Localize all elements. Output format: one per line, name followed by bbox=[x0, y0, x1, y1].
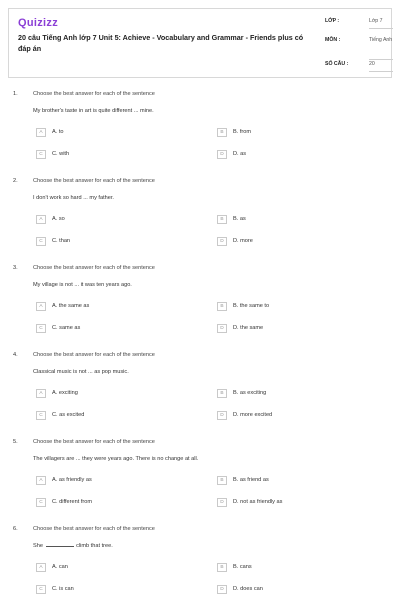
question-count-underline bbox=[369, 71, 393, 72]
option-letter-box: B bbox=[217, 215, 227, 224]
question-prompt: Choose the best answer for each of the sentence bbox=[33, 265, 155, 271]
option-text: B. cans bbox=[233, 564, 252, 570]
option-letter-box: D bbox=[217, 498, 227, 507]
option-text: C. is can bbox=[52, 586, 74, 592]
option-text: B. from bbox=[233, 129, 252, 135]
option-text: D. more bbox=[233, 238, 253, 244]
option-text: B. as exciting bbox=[233, 390, 267, 396]
option-letter-box: D bbox=[217, 411, 227, 420]
option-text: D. the same bbox=[233, 325, 264, 331]
option-text: B. the same to bbox=[233, 303, 270, 309]
option-letter-box: C bbox=[36, 498, 46, 507]
option-letter-box: C bbox=[36, 324, 46, 333]
question-text-after: climb that tree. bbox=[76, 543, 113, 549]
option-letter-box: B bbox=[217, 563, 227, 572]
grade-label: LỚP : bbox=[325, 18, 340, 24]
question-text: The villagers are ... they were years ago. There is no change at all. bbox=[33, 456, 199, 462]
option-text: A. to bbox=[52, 129, 64, 135]
option-text: D. does can bbox=[233, 586, 263, 592]
question-number: 4. bbox=[13, 352, 18, 358]
option-letter-box: C bbox=[36, 150, 46, 159]
question-count-label: SỐ CÂU : bbox=[325, 61, 349, 67]
grade-value: Lớp 7 bbox=[369, 18, 383, 24]
option-letter-box: D bbox=[217, 150, 227, 159]
subject-underline bbox=[369, 59, 393, 60]
option-letter-box: B bbox=[217, 302, 227, 311]
question-prompt: Choose the best answer for each of the sentence bbox=[33, 352, 155, 358]
question-prompt: Choose the best answer for each of the sentence bbox=[33, 439, 155, 445]
question-4 bbox=[0, 352, 400, 438]
question-text: Classical music is not ... as pop music. bbox=[33, 369, 129, 375]
question-1 bbox=[0, 91, 400, 177]
option-letter-box: A bbox=[36, 389, 46, 398]
option-text: A. the same as bbox=[52, 303, 90, 309]
worksheet-title: 20 câu Tiếng Anh lớp 7 Unit 5: Achieve - Vocabulary and Grammar - Friends plus có đáp án bbox=[18, 33, 304, 53]
grade-underline bbox=[369, 28, 393, 29]
option-letter-box: B bbox=[217, 476, 227, 485]
option-letter-box: A bbox=[36, 128, 46, 137]
option-text: C. than bbox=[52, 238, 71, 244]
question-number: 3. bbox=[13, 265, 18, 271]
question-text bbox=[33, 543, 363, 549]
option-text: B. as friend as bbox=[233, 477, 269, 483]
subject-value: Tiếng Anh bbox=[369, 37, 393, 43]
question-3 bbox=[0, 265, 400, 351]
option-text: B. as bbox=[233, 216, 246, 222]
option-letter-box: B bbox=[217, 128, 227, 137]
option-text: C. same as bbox=[52, 325, 81, 331]
option-text: D. more excited bbox=[233, 412, 273, 418]
option-text: C. with bbox=[52, 151, 70, 157]
question-number: 6. bbox=[13, 526, 18, 532]
option-letter-box: C bbox=[36, 237, 46, 246]
question-text: My village is not ... it was ten years ago. bbox=[33, 282, 132, 288]
question-2 bbox=[0, 178, 400, 264]
option-text: A. can bbox=[52, 564, 68, 570]
option-text: A. exciting bbox=[52, 390, 78, 396]
option-text: D. as bbox=[233, 151, 247, 157]
question-number: 1. bbox=[13, 91, 18, 97]
question-6 bbox=[0, 526, 400, 600]
question-text: I don't work so hard ... my father. bbox=[33, 195, 114, 201]
question-count-value: 20 bbox=[369, 61, 375, 67]
option-text: A. as friendly as bbox=[52, 477, 92, 483]
option-letter-box: C bbox=[36, 411, 46, 420]
option-letter-box: D bbox=[217, 324, 227, 333]
option-letter-box: A bbox=[36, 302, 46, 311]
option-text: D. not as friendly as bbox=[233, 499, 283, 505]
subject-label: MÔN : bbox=[325, 37, 341, 43]
question-text-before: She bbox=[33, 543, 43, 549]
question-text: My brother's taste in art is quite different ... mine. bbox=[33, 108, 154, 114]
option-letter-box: B bbox=[217, 389, 227, 398]
option-text: A. so bbox=[52, 216, 65, 222]
question-number: 5. bbox=[13, 439, 18, 445]
option-letter-box: C bbox=[36, 585, 46, 594]
worksheet-header bbox=[8, 8, 392, 78]
question-prompt: Choose the best answer for each of the sentence bbox=[33, 91, 155, 97]
question-number: 2. bbox=[13, 178, 18, 184]
quizizz-logo: Quizizz bbox=[18, 17, 58, 29]
option-letter-box: D bbox=[217, 237, 227, 246]
question-prompt: Choose the best answer for each of the sentence bbox=[33, 178, 155, 184]
question-5 bbox=[0, 439, 400, 525]
option-letter-box: D bbox=[217, 585, 227, 594]
fill-in-blank bbox=[46, 546, 74, 547]
option-letter-box: A bbox=[36, 215, 46, 224]
question-prompt: Choose the best answer for each of the sentence bbox=[33, 526, 155, 532]
option-text: C. as excited bbox=[52, 412, 85, 418]
option-text: C. different from bbox=[52, 499, 93, 505]
option-letter-box: A bbox=[36, 476, 46, 485]
option-letter-box: A bbox=[36, 563, 46, 572]
